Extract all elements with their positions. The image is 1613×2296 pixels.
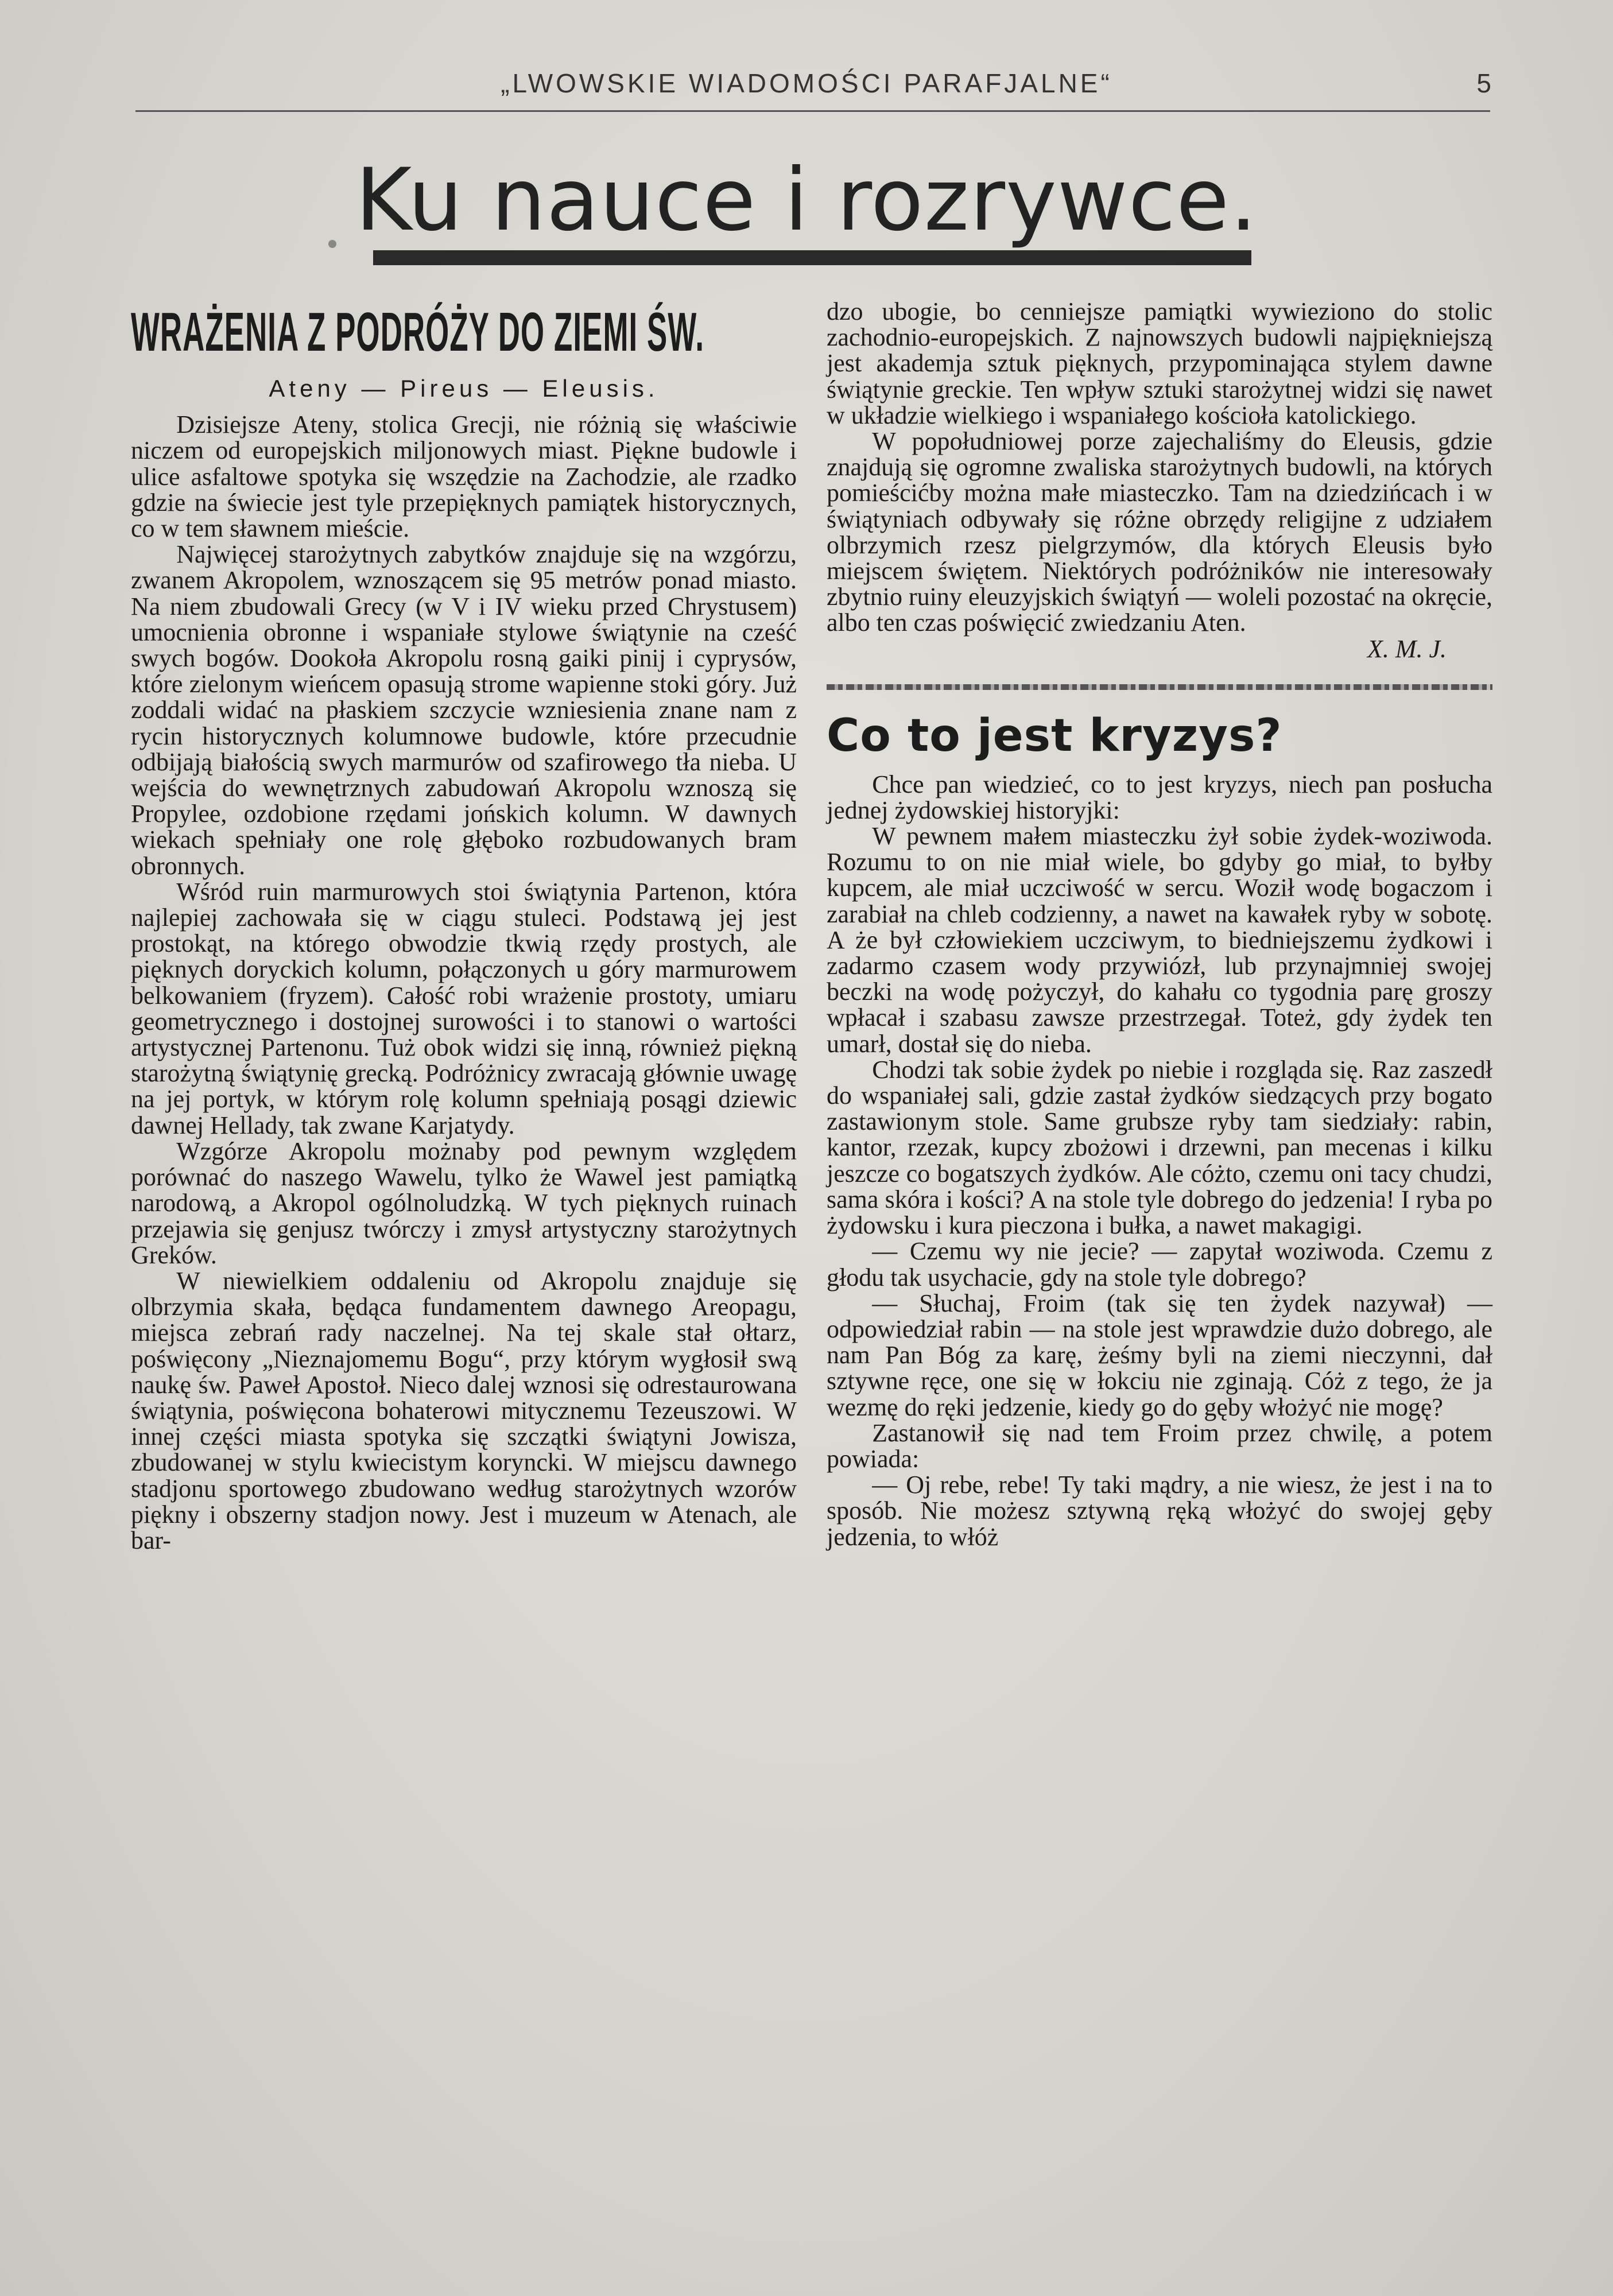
article-paragraph: Wśród ruin marmurowych stoi świątynia Partenon, która najlepiej zachowała się w ciągu stuleci. Podstawą jej jest prostokąt, na którego obwodzie tkwią rzędy prostych, ale pięknych doryckich kolumn, połączonych u góry marmurowem belkowaniem (fryzem). Całość robi wrażenie prostoty, umiaru geometrycznego i dostojnej surowości i to stanowi o wartości artystycznej Partenonu. Tuż obok widzi się inną, również piękną starożytną świątynię grecką. Podróżnicy zwracają głównie uwagę na jej portyk, w którym rolę kolumn spełniają posągi dziewic dawnej Hellady, tak zwane Karjatydy. (131, 877, 797, 1139)
header-rule (135, 110, 1490, 112)
signature-line (827, 636, 1492, 662)
article2-paragraph: — Czemu wy nie jecie? — zapytał woziwoda. Czemu z głodu tak usychacie, gdy na stole tyle dobrego? (827, 1237, 1492, 1292)
article-paragraph: Dzisiejsze Ateny, stolica Grecji, nie różnią się właściwie niczem od europejskich miljonowych miast. Piękne budowle i ulice asfaltowe spotyka się wszędzie na Zachodzie, ale rzadko gdzie na świecie jest tyle przepięknych pamiątek historycznych, co w tem sławnem mieście. (131, 410, 797, 543)
article2-paragraph: — Słuchaj, Froim (tak się ten żydek nazywał) — odpowiedział rabin — na stole jest wprawdzie dużo dobrego, ale nam Pan Bóg za karę, żeśmy byli na ziemi nieczynni, dał sztywne ręce, one się w łokciu nie zginają. Cóż z tego, że ja wezmę do ręki jedzenie, kiedy go do gęby włożyć nie mogę? (827, 1289, 1492, 1421)
article-continuation: W popołudniowej porze zajechaliśmy do Eleusis, gdzie znajdują się ogromne zwaliska starożytnych budowli, na których pomieścićby można małe miasteczko. Tam na dziedzińcach i w świątyniach odbywały się różne obrzędy religijne z udziałem olbrzymich rzesz pielgrzymów, dla których Eleusis było miejscem świętem. Niektórych podróżników nie interesowały zbytnio ruiny eleuzyjskich świątyń — woleli pozostać na okręcie, albo ten czas poświęcić zwiedzaniu Aten. (827, 427, 1492, 637)
article2-paragraph: Chodzi tak sobie żydek po niebie i rozgląda się. Raz zaszedł do wspaniałej sali, gdzie zastał żydków siedzących przy bogato zastawionym stole. Same grubsze ryby tam siedziały: rabin, kantor, rzezak, kupcy zbożowi i drzewni, pan mecenas i kilku jeszcze co bogatszych żydków. Ale cóżto, czemu oni tacy chudzi, sama skóra i kości? A na stole tyle dobrego do jedzenia! I ryba po żydowsku i kura pieczona i bułka, a nawet makagigi. (827, 1055, 1492, 1240)
article-signature: X. M. J. (1367, 634, 1447, 663)
article2-title: Co to jest kryzys? (827, 709, 1282, 762)
article2-paragraph: W pewnem małem miasteczku żył sobie żydek-woziwoda. Rozumu to on nie miał wiele, bo gdyby go miał, to byłby kupcem, ale miał uczciwość w sercu. Woził wodę bogaczom i zarabiał na chleb codzienny, a nawet na kawałek ryby w sobotę. A że był człowiekiem uczciwym, to biedniejszemu żydkowi i zadarmo czasem wody przywiózł, lub przynajmniej swojej beczki na wodę pożyczył, do kahału co tygodnia parę groszy wpłacał i szabasu zawsze przestrzegał. Toteż, gdy żydek ten umarł, dostał się do nieba. (827, 822, 1492, 1058)
left-column (131, 298, 797, 1553)
ornamental-divider (827, 684, 1492, 690)
article-paragraph: Wzgórze Akropolu możnaby pod pewnym względem porównać do naszego Wawelu, tylko że Wawel jest pamiątką narodową, a Akropol ogólnoludzką. W tych pięknych ruinach przejawia się genjusz twórczy i zmysł artystyczny starożytnych Greków. (131, 1137, 797, 1269)
article-title: WRAŻENIA Z PODRÓŻY DO ZIEMI ŚW. (131, 301, 705, 363)
heading-underline-bar (373, 250, 1251, 265)
article-continuation: dzo ubogie, bo cenniejsze pamiątki wywieziono do stolic zachodnio-europejskich. Z najnowszych budowli najpiękniejszą jest akademja sztuk pięknych, przypominająca stylem dawne świątynie greckie. Ten wpływ sztuki starożytnej widzi się nawet w układzie wielkiego i wspaniałego kościoła katolickiego. (827, 297, 1492, 429)
section-heading: Ku nauce i rozrywce. (355, 150, 1258, 250)
article-paragraph: Najwięcej starożytnych zabytków znajduje się na wzgórzu, zwanem Akropolem, wznoszącem się 95 metrów ponad miasto. Na niem zbudowali Grecy (w V i IV wieku przed Chrystusem) umocnienia obronne i wspaniałe stylowe świątynie na cześć swych bogów. Dookoła Akropolu rosną gaiki pinij i cyprysów, które zielonym wieńcem opasują strome wapienne stoki góry. Już zoddali widać na płaskiem szczycie wzniesienia znane nam z rycin historycznych kolumnowe budowle, które przecudnie odbijają białością swych marmurów od szafirowego tła nieba. U wejścia do wewnętrznych zabudowań Akropolu wznoszą się Propylee, ozdobione rzędami jońskich kolumn. W dawnych wiekach spełniały one rolę głęboko rozbudowanych bram obronnych. (131, 540, 797, 880)
running-title: „LWOWSKIE WIADOMOŚCI PARAFJALNE“ (501, 68, 1112, 98)
article2-paragraph: Zastanowił się nad tem Froim przez chwilę, a potem powiada: (827, 1418, 1492, 1473)
page-number: 5 (1476, 68, 1491, 98)
right-column (827, 298, 1492, 1550)
article2-paragraph: — Oj rebe, rebe! Ty taki mądry, a nie wiesz, że jest i na to sposób. Nie możesz sztywną ręką włożyć do swojej gęby jedzenia, to włóż (827, 1471, 1492, 1551)
article-paragraph: W niewielkiem oddaleniu od Akropolu znajduje się olbrzymia skała, będąca fundamentem dawnego Areopagu, miejsca zebrań rady naczelnej. Na tej skale stał ołtarz, poświęcony „Nieznajomemu Bogu“, przy którym wygłosił swą naukę św. Paweł Apostoł. Nieco dalej wznosi się odrestaurowana świątynia, poświęcona bohaterowi mitycznemu Tezeuszowi. W innej części miasta spotyka się szczątki świątyni Jowisza, zbudowanej w stylu kwiecistym koryncki. W miejscu dawnego stadjonu sportowego zbudowano według starożytnych wzorów piękny i obszerny stadjon nowy. Jest i muzeum w Atenach, ale bar- (131, 1266, 797, 1554)
article2-paragraph: Chce pan wiedzieć, co to jest kryzys, niech pan posłucha jednej żydowskiej historyjki: (827, 770, 1492, 824)
article-subtitle: Ateny — Pireus — Eleusis. (269, 375, 659, 402)
